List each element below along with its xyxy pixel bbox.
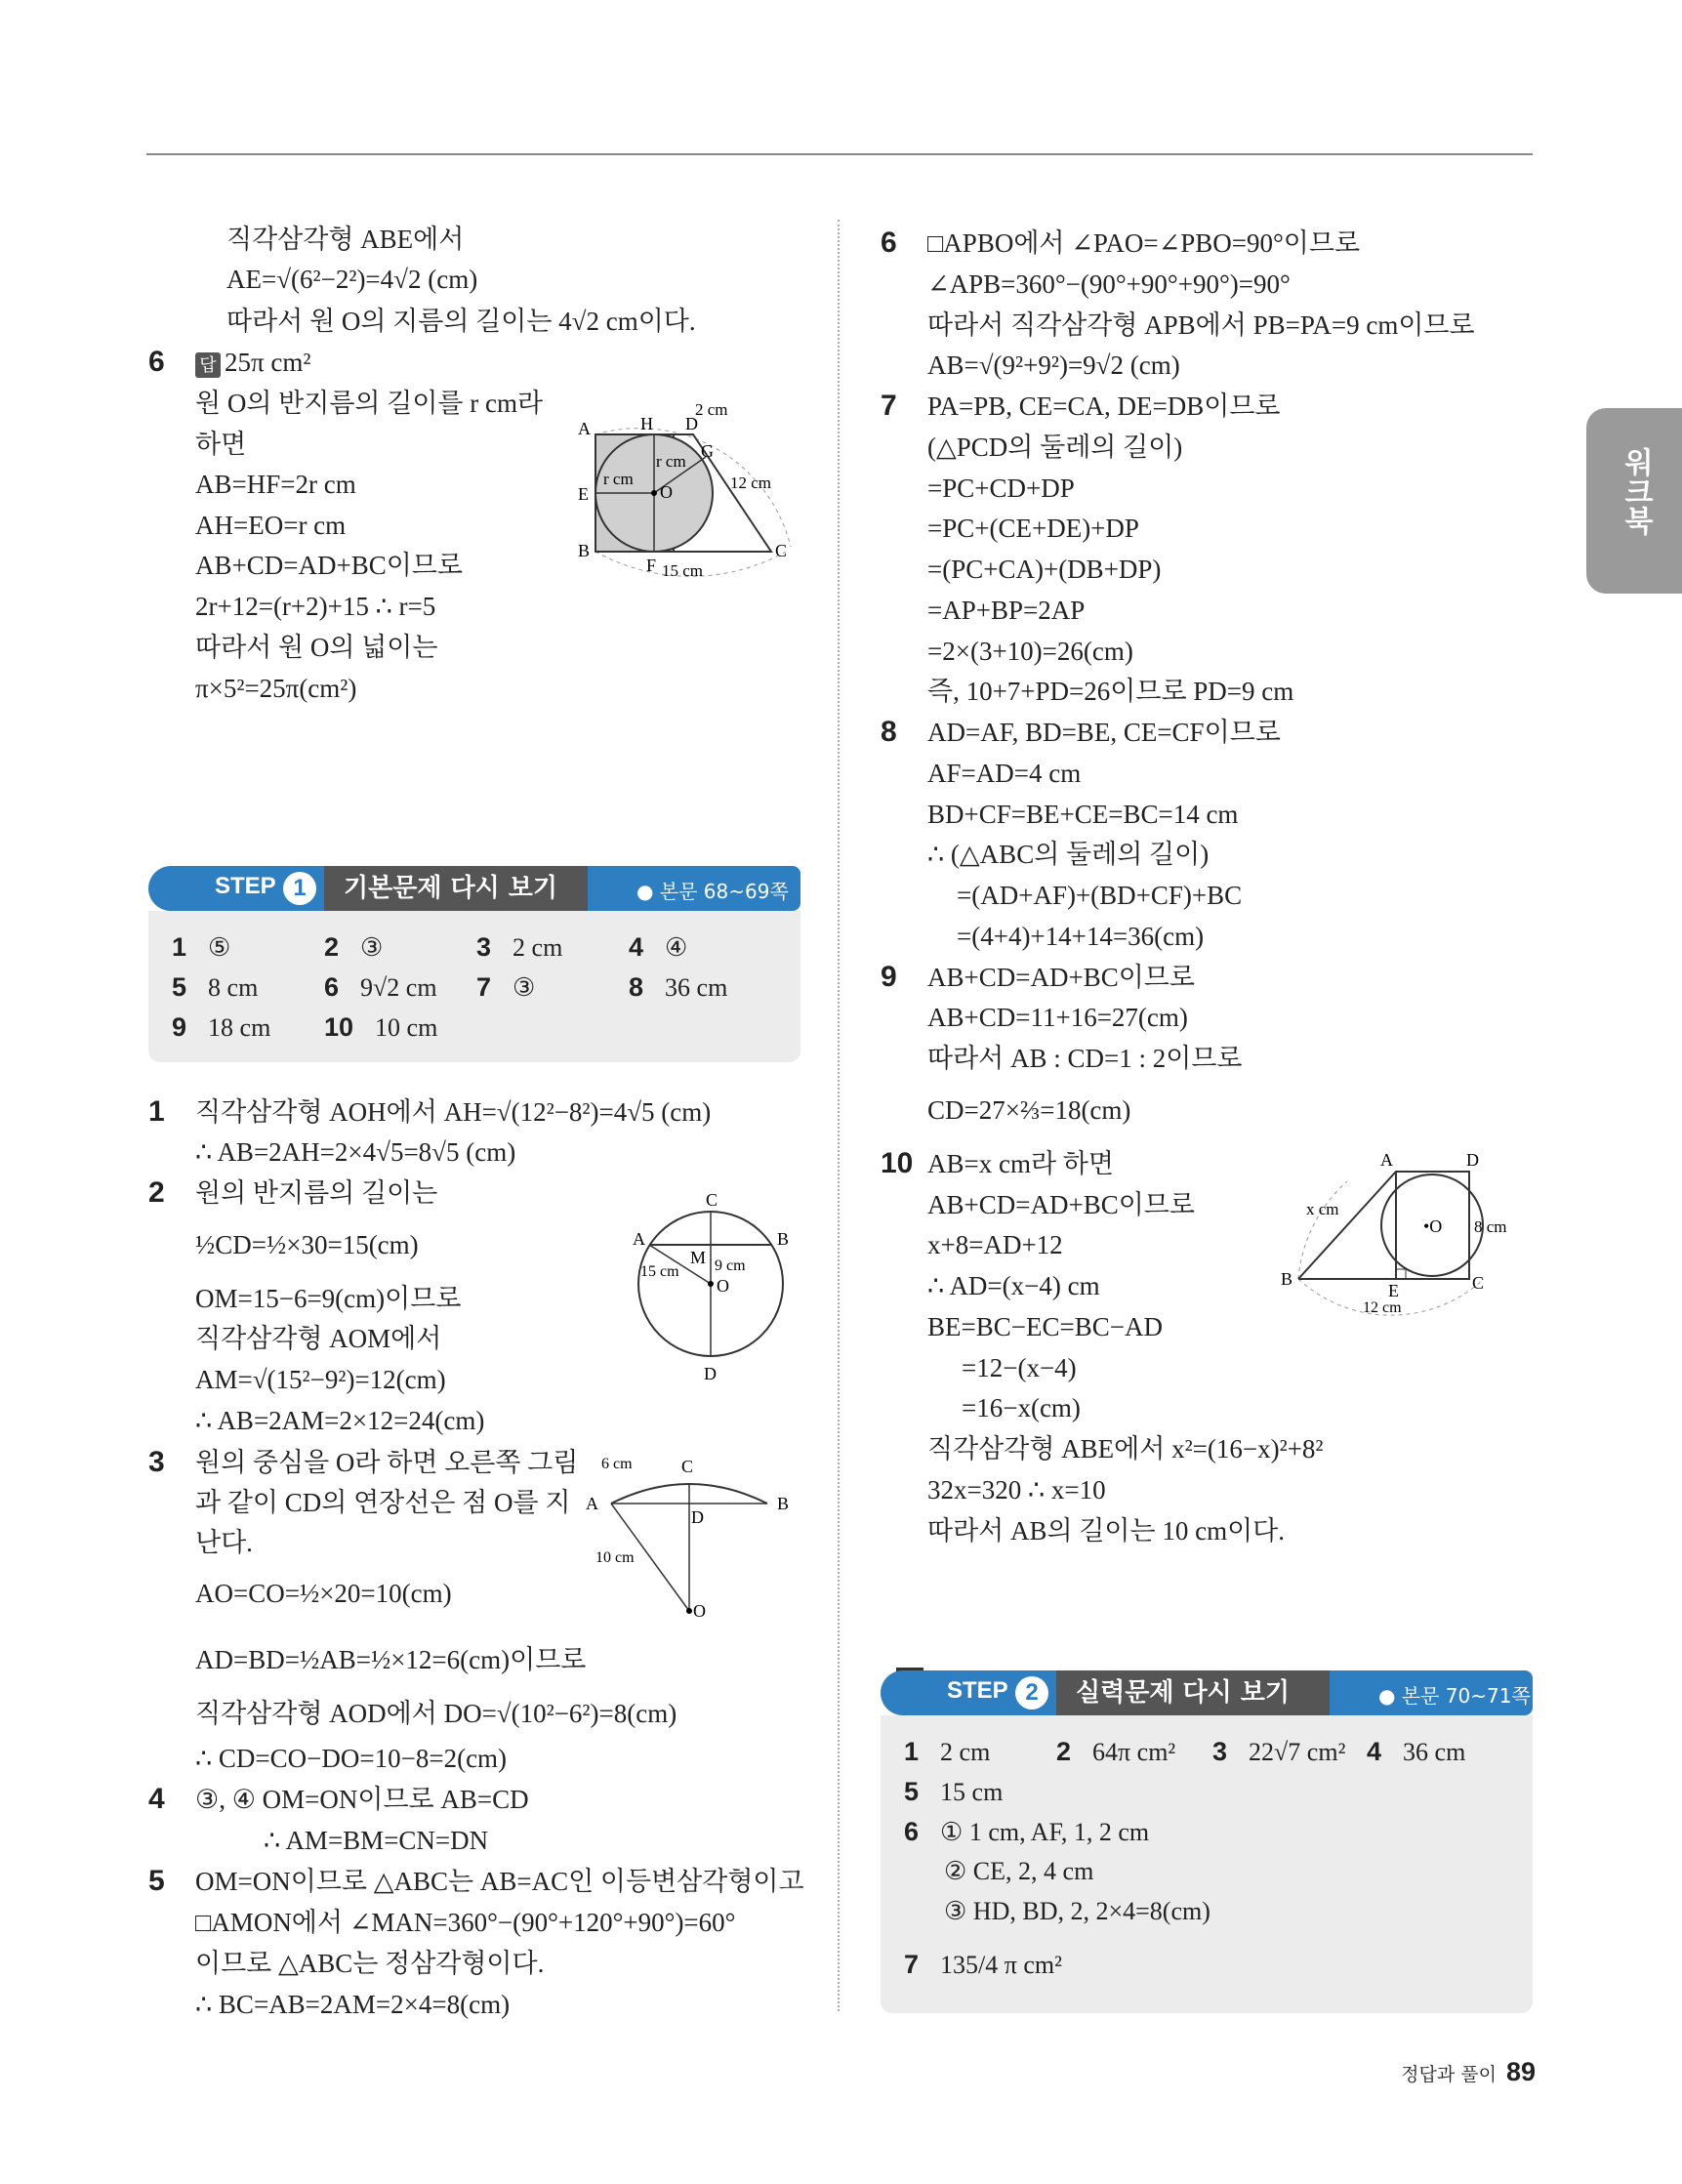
step2-header xyxy=(881,1670,1533,1715)
step2-ref: ● 본문 70~71쪽 xyxy=(1378,1684,1531,1708)
step1-ref: ● 본문 68~69쪽 xyxy=(636,880,789,903)
s1-ans-4 xyxy=(629,932,687,963)
sol7-line-1: PA=PB, CE=CA, DE=DB이므로 xyxy=(927,391,1281,421)
s2-ans-2-num: 2 xyxy=(1056,1737,1072,1766)
s1-ans-2 xyxy=(324,932,383,963)
fig6-label-C: C xyxy=(775,541,788,560)
sol7-line-2: (△PCD의 둘레의 길이) xyxy=(927,433,1183,462)
sol4-line-1: ③, ④ OM=ON이므로 AB=CD xyxy=(195,1785,529,1814)
s1-ans-8 xyxy=(629,972,727,1003)
top-rule xyxy=(146,153,1533,155)
q6-line-4: AH=EO=r cm xyxy=(195,511,347,540)
sol3-line-7: ∴ CD=CO−DO=10−8=2(cm) xyxy=(195,1744,508,1773)
step1-number: 1 xyxy=(283,872,316,905)
step1-answer-box xyxy=(148,911,800,1062)
sol8-line-4: ∴ (△ABC의 둘레의 길이) xyxy=(927,840,1210,869)
s2-ans-5-val: 15 cm xyxy=(940,1778,1004,1806)
fig6-label-A: A xyxy=(578,419,591,438)
fig3-label-O: O xyxy=(693,1601,706,1621)
q6-line-3: AB=HF=2r cm xyxy=(195,470,356,499)
page-number: 89 xyxy=(1505,2057,1536,2086)
sol3-line-3: 난다. xyxy=(195,1528,253,1557)
sol9-line-3: 따라서 AB : CD=1 : 2이므로 xyxy=(927,1044,1243,1073)
sol3-line-1: 원의 중심을 O라 하면 오른쪽 그림 xyxy=(195,1448,579,1477)
sol5-number: 5 xyxy=(148,1865,165,1897)
s1-ans-9-val: 18 cm xyxy=(208,1013,271,1042)
sol10-line-2: AB+CD=AD+BC이므로 xyxy=(927,1190,1195,1219)
sol5-line-4: ∴ BC=AB=2AM=2×4=8(cm) xyxy=(195,1990,511,2019)
s1-ans-9 xyxy=(172,1012,270,1043)
s2-ans-3 xyxy=(1212,1737,1345,1767)
s1-ans-7 xyxy=(476,972,535,1003)
sol7-line-3: =PC+CD+DP xyxy=(927,474,1075,503)
s2-ans-1-val: 2 cm xyxy=(940,1738,991,1766)
q6-line-6: 2r+12=(r+2)+15 ∴ r=5 xyxy=(195,592,436,621)
intro-line-3: 따라서 원 O의 지름의 길이는 4√2 cm이다. xyxy=(226,307,696,336)
s2-ans-6c-val: ③ HD, BD, 2, 2×4=8(cm) xyxy=(944,1897,1210,1925)
fig6-label-G: G xyxy=(701,441,714,461)
s1-ans-3-val: 2 cm xyxy=(513,933,563,962)
sol7-line-4: =PC+(CE+DE)+DP xyxy=(927,514,1139,543)
q2-figure xyxy=(625,1186,800,1381)
q6-line-5: AB+CD=AD+BC이므로 xyxy=(195,551,463,580)
step2-title: 실력문제 다시 보기 xyxy=(1056,1670,1330,1715)
sol2-line-3: OM=15−6=9(cm)이므로 xyxy=(195,1284,462,1313)
s1-ans-10-val: 10 cm xyxy=(375,1013,438,1042)
step2-label: STEP xyxy=(947,1677,1008,1704)
s2-ans-2 xyxy=(1056,1737,1175,1767)
sol2-line-4: 직각삼각형 AOM에서 xyxy=(195,1324,442,1353)
sol10-line-8: 직각삼각형 ABE에서 x²=(16−x)²+8² xyxy=(927,1434,1324,1463)
fig10-label-B: B xyxy=(1281,1269,1293,1289)
intro-line-1: 직각삼각형 ABE에서 xyxy=(226,225,465,254)
sol2-line-2: ½CD=½×30=15(cm) xyxy=(195,1230,419,1259)
s1-ans-6 xyxy=(324,972,437,1003)
s2-ans-1 xyxy=(904,1737,990,1767)
s2-ans-2-val: 64π cm² xyxy=(1092,1738,1176,1766)
s1-ans-9-num: 9 xyxy=(172,1012,187,1042)
sol6-line-2: ∠APB=360°−(90°+90°+90°)=90° xyxy=(927,269,1291,299)
sol1-line-1: 직각삼각형 AOH에서 AH=√(12²−8²)=4√5 (cm) xyxy=(195,1097,712,1127)
sol7-line-5: =(PC+CA)+(DB+DP) xyxy=(927,555,1162,584)
q10-figure xyxy=(1279,1152,1533,1318)
q6-line-2: 하면 xyxy=(195,430,247,459)
sol3-number: 3 xyxy=(148,1446,165,1478)
s1-ans-3-num: 3 xyxy=(476,932,492,962)
fig2-label-B: B xyxy=(777,1229,790,1249)
sol4-number: 4 xyxy=(148,1783,165,1815)
s1-ans-5-val: 8 cm xyxy=(208,973,259,1002)
fig6-label-D: D xyxy=(685,414,698,433)
sol8-line-2: AF=AD=4 cm xyxy=(927,759,1082,788)
sol3-line-6: 직각삼각형 AOD에서 DO=√(10²−6²)=8(cm) xyxy=(195,1699,677,1728)
s2-ans-4 xyxy=(1367,1737,1465,1767)
s2-ans-5 xyxy=(904,1777,1003,1807)
s1-ans-10-num: 10 xyxy=(324,1012,354,1042)
s1-ans-4-num: 4 xyxy=(629,932,644,962)
s1-ans-1-num: 1 xyxy=(172,932,187,962)
fig6-label-F: F xyxy=(646,556,657,575)
sol6-number: 6 xyxy=(881,227,897,259)
sol3-line-4: AO=CO=½×20=10(cm) xyxy=(195,1579,452,1608)
s2-ans-6c xyxy=(944,1897,1210,1926)
answer-icon: 답 xyxy=(195,352,221,378)
s1-ans-6-num: 6 xyxy=(324,972,340,1002)
fig6-label-r2: r cm xyxy=(656,452,686,471)
fig2-label-C: C xyxy=(706,1190,718,1210)
sol6-line-3: 따라서 직각삼각형 APB에서 PB=PA=9 cm이므로 xyxy=(927,310,1475,340)
fig10-label-x: x cm xyxy=(1306,1200,1339,1218)
s1-ans-3 xyxy=(476,932,562,963)
fig10-label-E: E xyxy=(1388,1281,1399,1300)
sol5-line-2: □AMON에서 ∠MAN=360°−(90°+120°+90°)=60° xyxy=(195,1908,736,1937)
fig3-label-B: B xyxy=(777,1494,790,1513)
step1-header xyxy=(148,866,800,911)
s1-ans-2-val: ③ xyxy=(360,933,384,962)
sol5-line-3: 이므로 △ABC는 정삼각형이다. xyxy=(195,1949,545,1978)
fig10-label-D: D xyxy=(1466,1152,1479,1170)
s1-ans-10 xyxy=(324,1012,437,1043)
q6-line-8: π×5²=25π(cm²) xyxy=(195,674,357,703)
fig3-label-10cm: 10 cm xyxy=(595,1549,635,1566)
sol2-number: 2 xyxy=(148,1176,165,1209)
sol9-line-1: AB+CD=AD+BC이므로 xyxy=(927,963,1195,992)
q6-line-1: 원 O의 반지름의 길이를 r cm라 xyxy=(195,389,544,418)
fig6-label-15cm: 15 cm xyxy=(662,561,704,580)
s2-ans-7 xyxy=(904,1950,1062,1980)
fig6-label-O: O xyxy=(660,482,673,502)
sol2-line-5: AM=√(15²−9²)=12(cm) xyxy=(195,1365,446,1394)
sol1-line-2: ∴ AB=2AH=2×4√5=8√5 (cm) xyxy=(195,1137,516,1167)
step2-number: 2 xyxy=(1015,1676,1048,1710)
side-tab xyxy=(1586,408,1682,594)
s2-ans-7-num: 7 xyxy=(904,1950,920,1979)
s1-ans-6-val: 9√2 cm xyxy=(360,973,437,1002)
sol6-line-1: □APBO에서 ∠PAO=∠PBO=90°이므로 xyxy=(927,228,1361,258)
sol8-line-1: AD=AF, BD=BE, CE=CF이므로 xyxy=(927,718,1281,747)
sol9-number: 9 xyxy=(881,961,897,993)
s2-ans-6b xyxy=(944,1857,1093,1886)
s1-ans-4-val: ④ xyxy=(665,933,688,962)
sol8-line-3: BD+CF=BE+CE=BC=14 cm xyxy=(927,800,1239,829)
sol10-line-1: AB=x cm라 하면 xyxy=(927,1149,1114,1178)
sol7-line-6: =AP+BP=2AP xyxy=(927,596,1086,625)
step2-answer-box xyxy=(881,1715,1533,2013)
intro-line-2: AE=√(6²−2²)=4√2 (cm) xyxy=(226,265,478,294)
s1-ans-8-num: 8 xyxy=(629,972,644,1002)
sol5-line-1: OM=ON이므로 △ABC는 AB=AC인 이등변삼각형이고 xyxy=(195,1867,804,1896)
fig3-label-D: D xyxy=(691,1507,704,1527)
fig2-label-A: A xyxy=(633,1229,645,1249)
sol10-number: 10 xyxy=(881,1147,914,1179)
sol3-line-2: 과 같이 CD의 연장선은 점 O를 지 xyxy=(195,1488,571,1517)
q6-answer xyxy=(195,346,310,379)
sol1-number: 1 xyxy=(148,1095,165,1128)
q3-figure xyxy=(582,1455,797,1621)
sol10-line-10: 따라서 AB의 길이는 10 cm이다. xyxy=(927,1516,1285,1545)
fig6-label-12cm: 12 cm xyxy=(730,474,772,492)
sol10-line-4: ∴ AD=(x−4) cm xyxy=(927,1271,1100,1300)
fig6-label-2cm: 2 cm xyxy=(695,400,728,419)
s2-ans-3-val: 22√7 cm² xyxy=(1249,1738,1346,1766)
s1-ans-5 xyxy=(172,972,258,1003)
fig2-label-O: O xyxy=(717,1276,729,1296)
s2-ans-7-val: 135/4 π cm² xyxy=(940,1951,1062,1979)
s2-ans-5-num: 5 xyxy=(904,1777,920,1806)
sol7-line-8: 즉, 10+7+PD=26이므로 PD=9 cm xyxy=(927,677,1294,706)
s1-ans-1-val: ⑤ xyxy=(208,933,231,962)
fig10-label-8cm: 8 cm xyxy=(1474,1217,1507,1236)
sol6-line-4: AB=√(9²+9²)=9√2 (cm) xyxy=(927,350,1180,380)
fig10-label-A: A xyxy=(1380,1152,1393,1170)
fig3-label-A: A xyxy=(586,1494,598,1513)
sol10-line-6: =12−(x−4) xyxy=(962,1353,1077,1382)
q6-number: 6 xyxy=(148,346,165,378)
sol7-line-7: =2×(3+10)=26(cm) xyxy=(927,637,1133,666)
sol9-line-4: CD=27×⅔=18(cm) xyxy=(927,1095,1131,1125)
s2-ans-6-val: ① 1 cm, AF, 1, 2 cm xyxy=(940,1818,1150,1846)
sol10-line-7: =16−x(cm) xyxy=(962,1393,1081,1422)
fig10-label-12cm: 12 cm xyxy=(1363,1299,1402,1316)
sol10-line-9: 32x=320 ∴ x=10 xyxy=(927,1475,1106,1504)
fig3-label-C: C xyxy=(681,1457,694,1476)
sol7-number: 7 xyxy=(881,390,897,422)
s2-ans-6 xyxy=(904,1817,1149,1847)
s1-ans-2-num: 2 xyxy=(324,932,340,962)
sol3-line-5: AD=BD=½AB=½×12=6(cm)이므로 xyxy=(195,1645,587,1674)
s2-ans-1-num: 1 xyxy=(904,1737,920,1766)
fig6-label-r1: r cm xyxy=(603,470,634,488)
q6-answer-value: 25π cm² xyxy=(225,348,311,377)
s1-ans-7-val: ③ xyxy=(513,973,536,1002)
sol8-line-5: =(AD+AF)+(BD+CF)+BC xyxy=(957,881,1243,910)
fig6-label-B: B xyxy=(578,541,591,560)
page-footer xyxy=(1401,2057,1536,2087)
sol10-line-5: BE=BC−EC=BC−AD xyxy=(927,1312,1163,1341)
s2-ans-4-val: 36 cm xyxy=(1403,1738,1466,1766)
q6-line-7: 따라서 원 O의 넓이는 xyxy=(195,633,438,662)
fig10-label-O: •O xyxy=(1423,1216,1443,1236)
fig2-label-D: D xyxy=(704,1364,717,1381)
s1-ans-1 xyxy=(172,932,230,963)
sol8-number: 8 xyxy=(881,716,897,748)
sol10-line-3: x+8=AD+12 xyxy=(927,1230,1063,1259)
fig6-label-E: E xyxy=(578,484,589,504)
fig2-label-15cm: 15 cm xyxy=(640,1263,679,1280)
s1-ans-8-val: 36 cm xyxy=(665,973,728,1002)
s1-ans-7-num: 7 xyxy=(476,972,492,1002)
s2-ans-6-num: 6 xyxy=(904,1817,920,1846)
side-tab-label: 워크북 xyxy=(1619,447,1653,535)
fig2-label-M: M xyxy=(690,1248,707,1267)
sol4-line-2: ∴ AM=BM=CN=DN xyxy=(264,1826,489,1855)
sol2-line-1: 원의 반지름의 길이는 xyxy=(195,1178,438,1208)
sol2-line-6: ∴ AB=2AM=2×12=24(cm) xyxy=(195,1406,485,1435)
sol8-line-6: =(4+4)+14+14=36(cm) xyxy=(957,922,1205,951)
fig6-label-H: H xyxy=(640,414,653,433)
fig10-label-C: C xyxy=(1472,1273,1485,1293)
s2-ans-3-num: 3 xyxy=(1212,1737,1228,1766)
s2-ans-6b-val: ② CE, 2, 4 cm xyxy=(944,1857,1094,1885)
s2-ans-4-num: 4 xyxy=(1367,1737,1382,1766)
step1-title: 기본문제 다시 보기 xyxy=(324,866,588,911)
fig2-label-9cm: 9 cm xyxy=(715,1257,746,1274)
step1-label: STEP xyxy=(215,873,276,899)
column-divider xyxy=(838,220,840,2011)
footer-label: 정답과 풀이 xyxy=(1401,2064,1497,2085)
q6-figure xyxy=(566,391,800,586)
sol9-line-2: AB+CD=11+16=27(cm) xyxy=(927,1003,1188,1032)
s1-ans-5-num: 5 xyxy=(172,972,187,1002)
fig3-label-6cm: 6 cm xyxy=(601,1456,633,1472)
